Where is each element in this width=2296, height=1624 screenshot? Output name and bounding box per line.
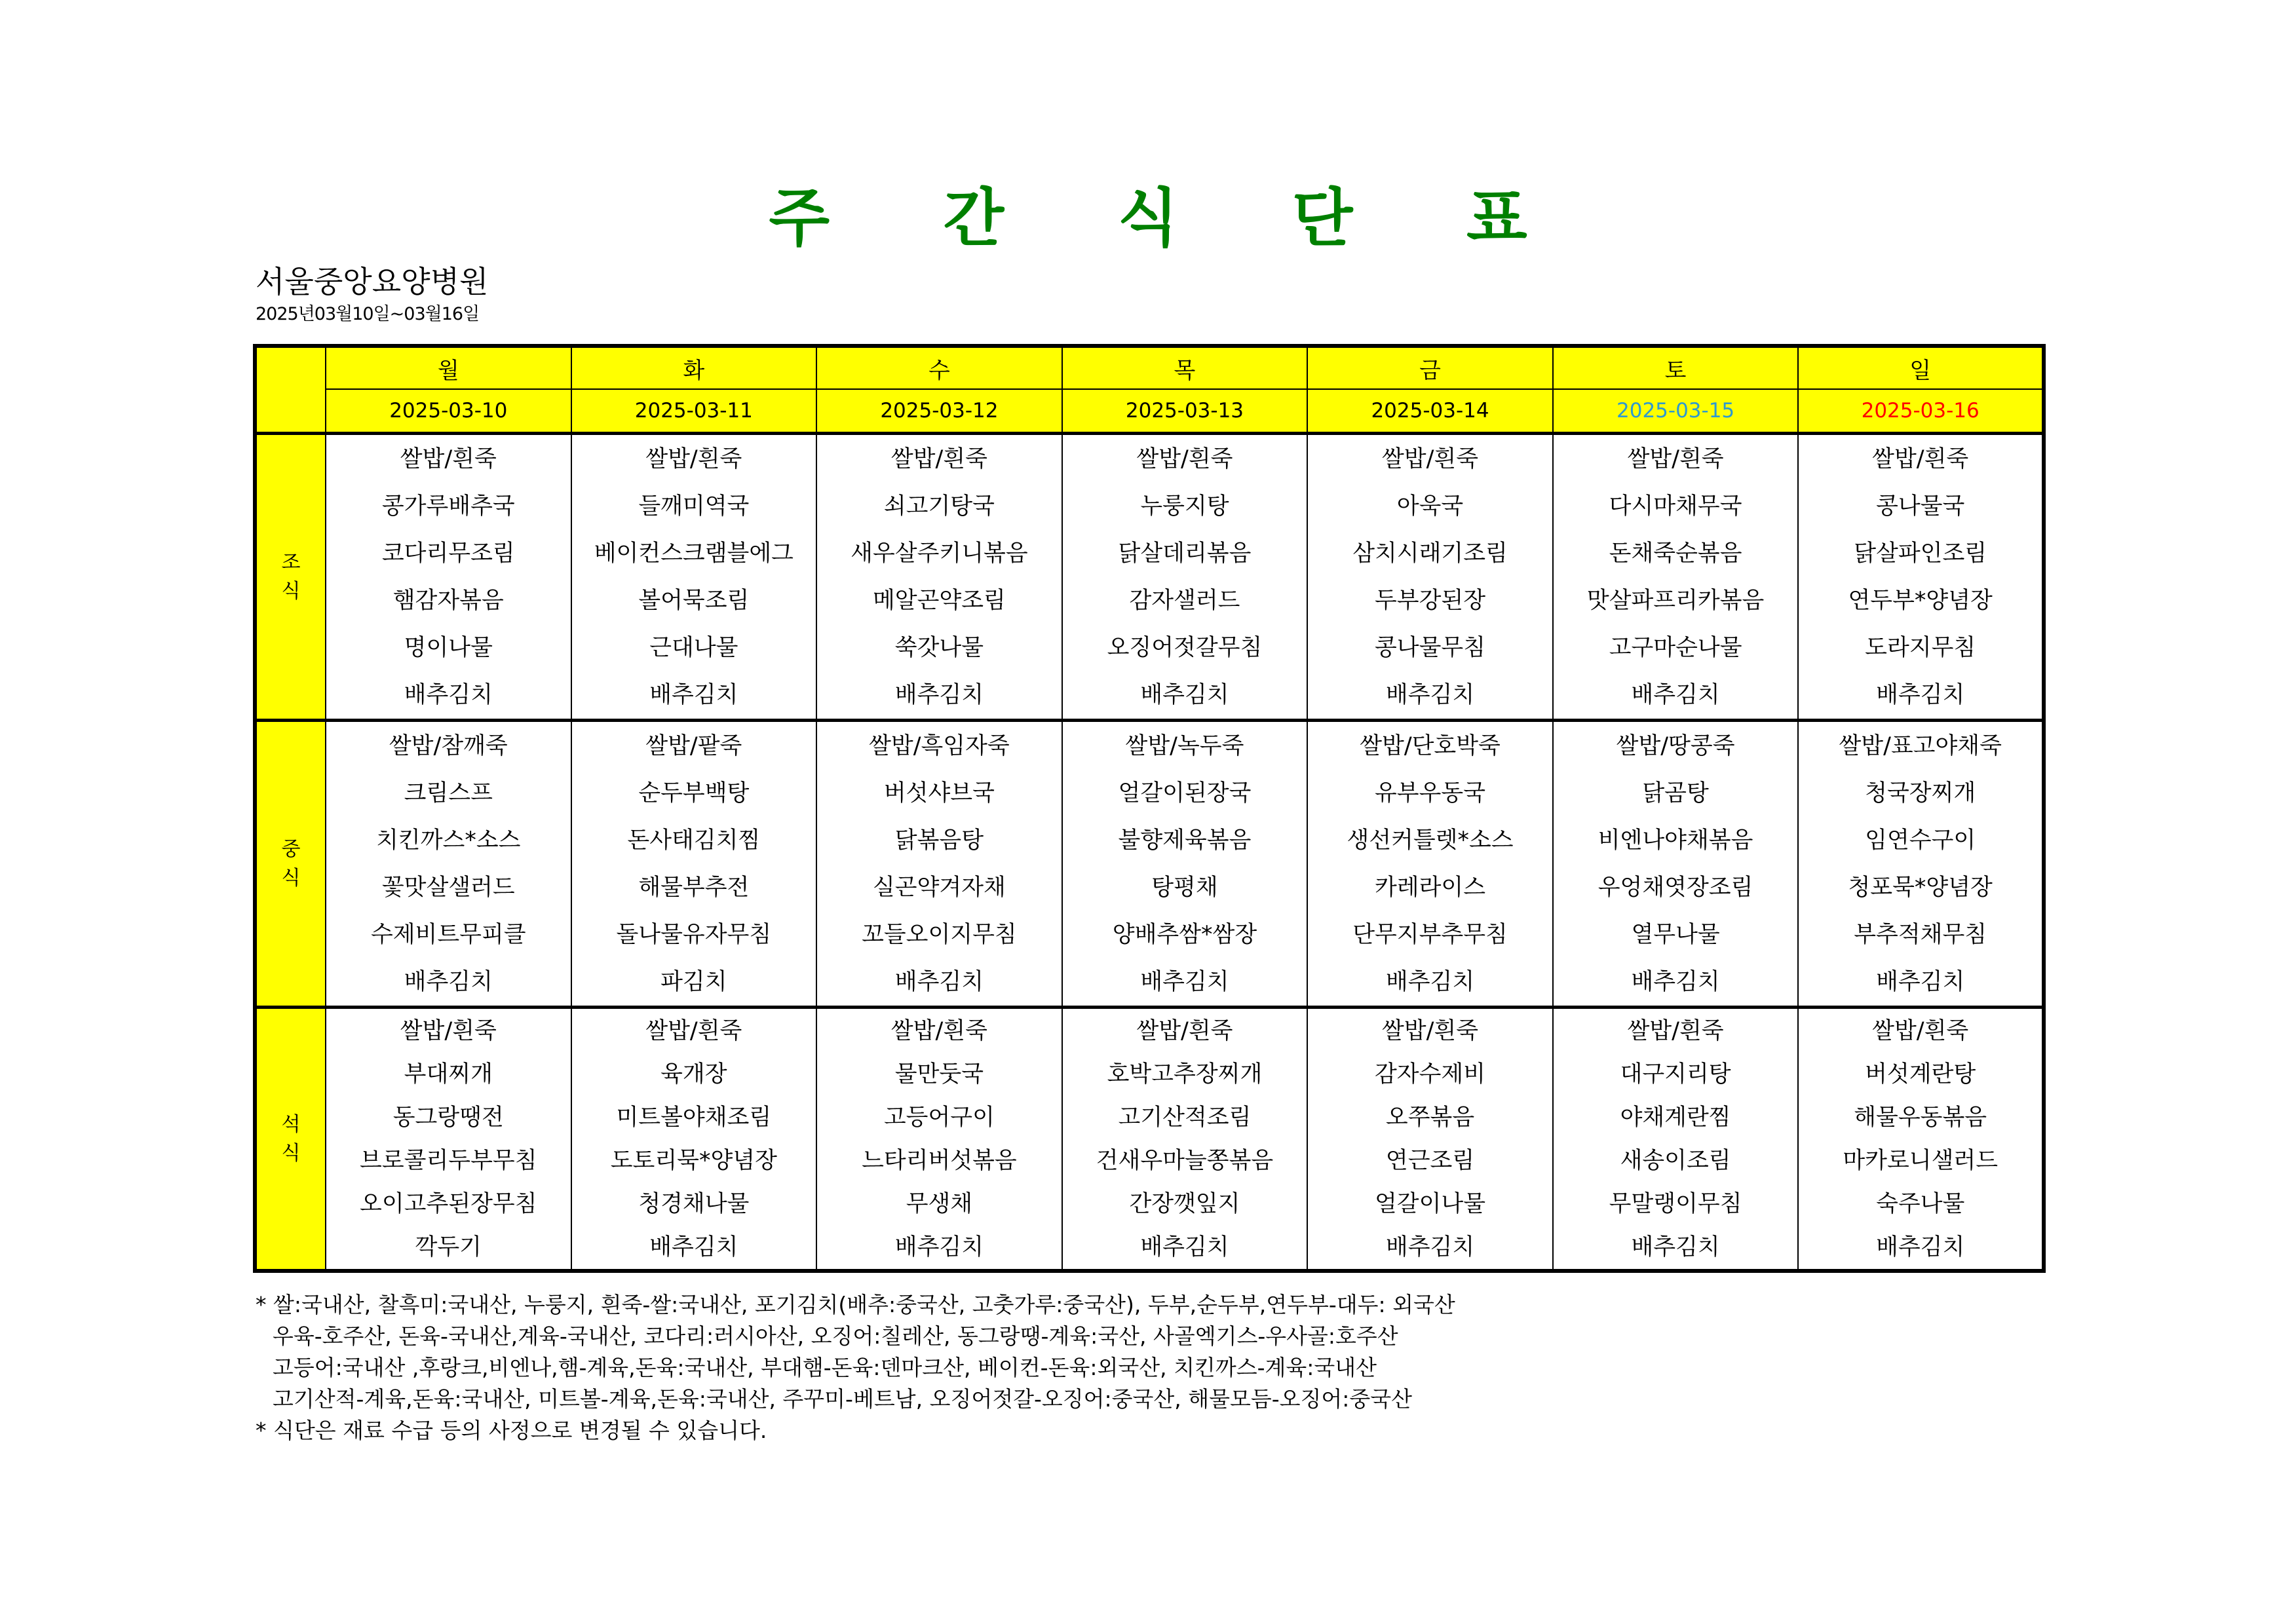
menu-item: 오징어젓갈무침 <box>1107 634 1263 661</box>
menu-item: 아욱국 <box>1396 493 1464 519</box>
menu-item: 쌀밥/단호박죽 <box>1360 732 1501 759</box>
menu-cell <box>1307 721 1553 1008</box>
menu-cell <box>571 721 817 1008</box>
menu-cell <box>1062 434 1308 721</box>
menu-cell <box>816 721 1062 1008</box>
menu-item: 호박고추장찌개 <box>1107 1061 1263 1087</box>
menu-cell <box>571 1008 817 1271</box>
header-corner <box>255 346 326 434</box>
menu-item: 배추김치 <box>1631 1234 1720 1260</box>
date-cell: 2025-03-10 <box>326 389 571 434</box>
menu-item: 우엉채엿장조림 <box>1598 874 1753 901</box>
menu-item: 청경채나물 <box>638 1190 750 1217</box>
menu-cell <box>1307 1008 1553 1271</box>
page-title: 주 간 식 단 표 <box>769 181 1573 255</box>
menu-item: 들깨미역국 <box>638 493 750 519</box>
menu-item: 배추김치 <box>1385 968 1475 995</box>
menu-item: 미트볼야채조림 <box>616 1104 772 1131</box>
note-line: 우육-호주산, 돈육-국내산,계육-국내산, 코다리:러시아산, 오징어:칠레산, 동그랑땡-계육:국산, 사골엑기스-우사골:호주산 <box>273 1323 1398 1349</box>
note-line: 고등어:국내산 ,후랑크,비엔나,햄-계육,돈육:국내산, 부대햄-돈육:덴마크산, 베이컨-돈육:외국산, 치킨까스-계육:국내산 <box>273 1355 1377 1380</box>
meal-label-char: 중 <box>281 837 301 861</box>
menu-item: 쌀밥/흰죽 <box>1627 1017 1724 1044</box>
menu-item: 명이나물 <box>404 634 493 661</box>
menu-item: 쌀밥/흰죽 <box>1382 445 1479 472</box>
menu-cell <box>1307 434 1553 721</box>
menu-item: 꼬들오이지무침 <box>862 921 1017 948</box>
menu-item: 배추김치 <box>649 1234 738 1260</box>
menu-item: 쌀밥/흰죽 <box>1872 445 1969 472</box>
meal-label-cell <box>255 721 326 1008</box>
menu-cell <box>816 1008 1062 1271</box>
menu-item: 건새우마늘쫑볶음 <box>1096 1147 1274 1174</box>
menu-item: 배추김치 <box>1876 968 1965 995</box>
menu-item: 깍두기 <box>415 1234 482 1260</box>
meal-label-char: 식 <box>281 579 301 603</box>
menu-item: 간장깻잎지 <box>1129 1190 1240 1217</box>
menu-item: 동그랑땡전 <box>392 1104 504 1131</box>
meal-label-char: 조 <box>281 550 301 574</box>
menu-cell <box>1553 721 1799 1008</box>
menu-item: 오이고추된장무침 <box>360 1190 537 1217</box>
menu-item: 배추김치 <box>894 1234 984 1260</box>
menu-item: 카레라이스 <box>1375 874 1486 901</box>
menu-item: 단무지부추무침 <box>1352 921 1508 948</box>
meal-label-cell <box>255 434 326 721</box>
menu-item: 연두부*양념장 <box>1848 587 1993 614</box>
menu-item: 물만둣국 <box>894 1061 984 1087</box>
menu-item: 햄감자볶음 <box>392 587 504 614</box>
menu-item: 콩나물무침 <box>1375 634 1486 661</box>
menu-item: 부추적채무침 <box>1854 921 1987 948</box>
menu-item: 쌀밥/참깨죽 <box>389 732 508 759</box>
menu-item: 배추김치 <box>404 681 493 708</box>
menu-item: 배추김치 <box>1385 681 1475 708</box>
menu-cell <box>816 434 1062 721</box>
menu-item: 배추김치 <box>404 968 493 995</box>
menu-item: 배추김치 <box>649 681 738 708</box>
menu-item: 무생채 <box>906 1190 973 1217</box>
menu-item: 순두부백탕 <box>638 780 750 806</box>
menu-item: 닭살데리볶음 <box>1118 540 1252 567</box>
menu-table-body <box>255 346 2044 1271</box>
menu-item: 배추김치 <box>1876 1234 1965 1260</box>
note-line: 고기산적-계육,돈육:국내산, 미트볼-계육,돈육:국내산, 주꾸미-베트남, 오징어젓갈-오징어:중국산, 해물모듬-오징어:중국산 <box>273 1386 1413 1412</box>
meal-label-char: 석 <box>281 1112 301 1136</box>
menu-item: 쌀밥/흰죽 <box>1136 445 1233 472</box>
menu-item: 배추김치 <box>1140 1234 1229 1260</box>
menu-item: 닭볶음탕 <box>894 827 984 854</box>
menu-item: 브로콜리두부무침 <box>360 1147 537 1174</box>
date-cell: 2025-03-11 <box>571 389 817 434</box>
menu-item: 버섯샤브국 <box>883 780 995 806</box>
menu-item: 쌀밥/녹두죽 <box>1125 732 1244 759</box>
menu-cell <box>1062 721 1308 1008</box>
menu-item: 쌀밥/흰죽 <box>645 445 742 472</box>
menu-item: 치킨까스*소스 <box>376 827 521 854</box>
hospital-name: 서울중앙요양병원 <box>256 264 489 299</box>
menu-item: 파김치 <box>660 968 727 995</box>
day-name-cell: 수 <box>816 346 1062 389</box>
menu-item: 새우살주키니볶음 <box>851 540 1028 567</box>
menu-item: 육개장 <box>660 1061 727 1087</box>
menu-item: 쌀밥/흰죽 <box>1136 1017 1233 1044</box>
menu-item: 누룽지탕 <box>1140 493 1229 519</box>
menu-item: 배추김치 <box>1876 681 1965 708</box>
weekly-menu-table <box>253 344 2046 1273</box>
menu-item: 양배추쌈*쌈장 <box>1112 921 1257 948</box>
meal-row <box>255 1008 2044 1271</box>
menu-item: 탕평채 <box>1151 874 1218 901</box>
menu-item: 오쭈볶음 <box>1385 1104 1475 1131</box>
menu-item: 느타리버섯볶음 <box>862 1147 1017 1174</box>
origin-notes <box>256 1289 1455 1446</box>
menu-item: 임연수구이 <box>1865 827 1976 854</box>
menu-item: 배추김치 <box>894 681 984 708</box>
menu-item: 쌀밥/흰죽 <box>400 1017 497 1044</box>
date-cell: 2025-03-15 <box>1553 389 1799 434</box>
menu-item: 쌀밥/흰죽 <box>1872 1017 1969 1044</box>
menu-item: 무말랭이무침 <box>1609 1190 1742 1217</box>
menu-item: 쌀밥/흰죽 <box>1627 445 1724 472</box>
menu-item: 고기산적조림 <box>1118 1104 1252 1131</box>
menu-item: 쌀밥/땅콩죽 <box>1616 732 1735 759</box>
day-name-cell: 금 <box>1307 346 1553 389</box>
menu-item: 열무나물 <box>1631 921 1720 948</box>
day-header-row <box>255 346 2044 389</box>
menu-item: 메알곤약조림 <box>872 587 1006 614</box>
menu-item: 코다리무조림 <box>381 540 515 567</box>
menu-cell <box>326 434 571 721</box>
menu-item: 마카로니샐러드 <box>1843 1147 1999 1174</box>
menu-item: 닭살파인조림 <box>1854 540 1987 567</box>
menu-item: 두부강된장 <box>1375 587 1486 614</box>
menu-item: 청포묵*양념장 <box>1848 874 1993 901</box>
menu-item: 부대찌개 <box>404 1061 493 1087</box>
meal-row <box>255 434 2044 721</box>
menu-cell <box>1798 1008 2044 1271</box>
day-name-cell: 토 <box>1553 346 1799 389</box>
menu-cell <box>326 721 571 1008</box>
menu-item: 야채계란찜 <box>1620 1104 1731 1131</box>
menu-item: 배추김치 <box>1631 681 1720 708</box>
menu-item: 쌀밥/흰죽 <box>645 1017 742 1044</box>
menu-item: 청국장찌개 <box>1865 780 1976 806</box>
menu-item: 콩가루배추국 <box>381 493 515 519</box>
menu-item: 쌀밥/흑임자죽 <box>869 732 1010 759</box>
menu-item: 도토리묵*양념장 <box>610 1147 777 1174</box>
menu-cell <box>1062 1008 1308 1271</box>
menu-item: 불향제육볶음 <box>1118 827 1252 854</box>
menu-item: 쌀밥/팥죽 <box>645 732 742 759</box>
meal-label-cell <box>255 1008 326 1271</box>
date-cell: 2025-03-13 <box>1062 389 1308 434</box>
menu-item: 해물우동볶음 <box>1854 1104 1987 1131</box>
day-name-cell: 일 <box>1798 346 2044 389</box>
menu-item: 실곤약겨자채 <box>872 874 1006 901</box>
menu-item: 돈사태김치찜 <box>627 827 761 854</box>
menu-item: 감자샐러드 <box>1129 587 1240 614</box>
meal-label-char: 식 <box>281 866 301 890</box>
menu-cell <box>1798 434 2044 721</box>
menu-item: 꽃맛살샐러드 <box>381 874 515 901</box>
meal-label-char: 식 <box>281 1141 301 1165</box>
menu-cell <box>571 434 817 721</box>
menu-item: 유부우동국 <box>1375 780 1486 806</box>
menu-item: 근대나물 <box>649 634 738 661</box>
menu-item: 연근조림 <box>1385 1147 1475 1174</box>
menu-item: 쇠고기탕국 <box>883 493 995 519</box>
menu-item: 해물부추전 <box>638 874 750 901</box>
menu-item: 다시마채무국 <box>1609 493 1742 519</box>
menu-item: 얼갈이된장국 <box>1118 780 1252 806</box>
note-line: * 식단은 재료 수급 등의 사정으로 변경될 수 있습니다. <box>256 1418 767 1443</box>
menu-item: 숙주나물 <box>1876 1190 1965 1217</box>
menu-cell <box>1798 721 2044 1008</box>
menu-item: 쌀밥/표고야채죽 <box>1839 732 2002 759</box>
day-name-cell: 화 <box>571 346 817 389</box>
date-header-row <box>255 389 2044 434</box>
menu-item: 도라지무침 <box>1865 634 1976 661</box>
menu-item: 쑥갓나물 <box>894 634 984 661</box>
menu-item: 비엔나야채볶음 <box>1598 827 1753 854</box>
menu-item: 쌀밥/흰죽 <box>890 445 987 472</box>
menu-item: 콩나물국 <box>1876 493 1965 519</box>
date-cell: 2025-03-16 <box>1798 389 2044 434</box>
day-name-cell: 목 <box>1062 346 1308 389</box>
note-line: * 쌀:국내산, 찰흑미:국내산, 누룽지, 흰죽-쌀:국내산, 포기김치(배추:중국산, 고춧가루:중국산), 두부,순두부,연두부-대두: 외국산 <box>256 1292 1455 1317</box>
menu-item: 맛살파프리카볶음 <box>1586 587 1765 614</box>
menu-period: 2025년03월10일~03월16일 <box>256 304 480 324</box>
menu-item: 크림스프 <box>404 780 493 806</box>
menu-item: 돈채죽순볶음 <box>1609 540 1742 567</box>
menu-item: 버섯계란탕 <box>1865 1061 1976 1087</box>
menu-item: 새송이조림 <box>1620 1147 1731 1174</box>
menu-item: 쌀밥/흰죽 <box>1382 1017 1479 1044</box>
menu-item: 수제비트무피클 <box>370 921 526 948</box>
menu-item: 볼어묵조림 <box>638 587 750 614</box>
day-name-cell: 월 <box>326 346 571 389</box>
menu-item: 배추김치 <box>1385 1234 1475 1260</box>
menu-item: 배추김치 <box>1140 681 1229 708</box>
menu-item: 삼치시래기조림 <box>1352 540 1508 567</box>
menu-item: 베이컨스크램블에그 <box>594 540 794 567</box>
menu-item: 고등어구이 <box>883 1104 995 1131</box>
menu-cell <box>1553 1008 1799 1271</box>
menu-item: 배추김치 <box>1631 968 1720 995</box>
menu-item: 대구지리탕 <box>1620 1061 1731 1087</box>
menu-item: 배추김치 <box>894 968 984 995</box>
menu-item: 고구마순나물 <box>1609 634 1742 661</box>
menu-item: 닭곰탕 <box>1642 780 1709 806</box>
date-cell: 2025-03-12 <box>816 389 1062 434</box>
menu-item: 쌀밥/흰죽 <box>400 445 497 472</box>
meal-row <box>255 721 2044 1008</box>
menu-item: 감자수제비 <box>1375 1061 1486 1087</box>
menu-item: 배추김치 <box>1140 968 1229 995</box>
menu-cell <box>1553 434 1799 721</box>
menu-item: 얼갈이나물 <box>1375 1190 1486 1217</box>
menu-cell <box>326 1008 571 1271</box>
menu-item: 쌀밥/흰죽 <box>890 1017 987 1044</box>
date-cell: 2025-03-14 <box>1307 389 1553 434</box>
menu-item: 돌나물유자무침 <box>616 921 772 948</box>
menu-item: 생선커틀렛*소스 <box>1347 827 1514 854</box>
